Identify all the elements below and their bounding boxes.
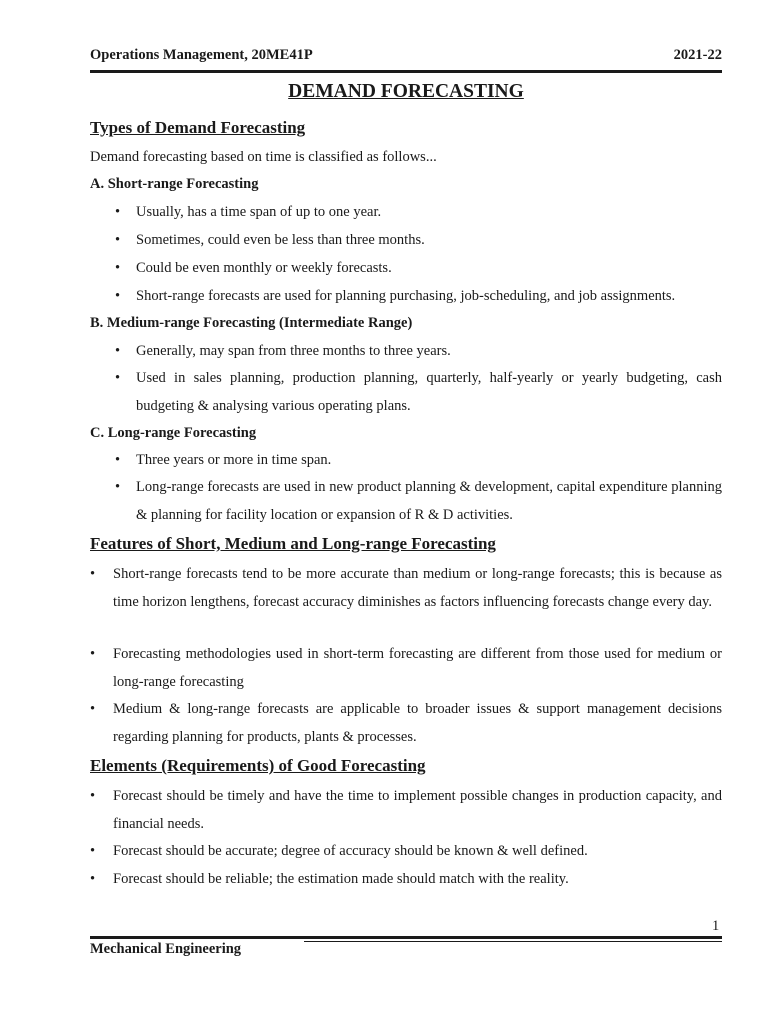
list-item — [90, 561, 722, 616]
bullet-glyph: • — [90, 701, 96, 717]
footer-rule — [90, 936, 722, 939]
list-item-text: Forecast should be reliable; the estimation made should match with the reality. — [113, 871, 569, 887]
bullet-glyph: • — [90, 843, 96, 859]
page-footer: Mechanical Engineering — [90, 941, 242, 957]
list-item — [90, 866, 722, 894]
list-item-text: Short-range forecasts tend to be more accurate than medium or long-range forecasts; this is because as time horizon lengthens, forecast accuracy diminishes as factors influencing forecasts change every day. — [113, 566, 722, 610]
list-item — [90, 783, 722, 838]
list-item-text: Forecast should be timely and have the time to implement possible changes in production capacity, and financial needs. — [113, 788, 722, 832]
bullet-glyph: • — [115, 479, 121, 495]
bullet-glyph: • — [90, 871, 96, 887]
bullet-glyph: • — [115, 343, 121, 359]
list-item-text: Could be even monthly or weekly forecasts. — [136, 260, 392, 276]
list-item — [90, 641, 722, 696]
header-year: 2021-22 — [673, 47, 722, 63]
list-item-text: Three years or more in time span. — [136, 452, 332, 468]
bullet-glyph: • — [115, 232, 121, 248]
section-heading-elements: Elements (Requirements) of Good Forecasting — [90, 756, 426, 775]
list-item-text: Medium & long-range forecasts are applicable to broader issues & support management decisions regarding planning for products, plants & processes. — [113, 701, 722, 745]
list-item — [115, 255, 722, 283]
list-item — [115, 365, 722, 420]
list-item-text: Usually, has a time span of up to one year. — [136, 204, 382, 220]
bullet-glyph: • — [115, 452, 121, 468]
list-item-text: Forecast should be accurate; degree of accuracy should be known & well defined. — [113, 843, 588, 859]
list-item — [115, 474, 722, 529]
list-item — [115, 338, 722, 366]
header-rule — [90, 70, 722, 73]
bullet-glyph: • — [115, 260, 121, 276]
list-item-text: Forecasting methodologies used in short-term forecasting are different from those used for medium or long-range forecasting — [113, 646, 722, 690]
list-item — [115, 283, 722, 311]
bullet-glyph: • — [115, 204, 121, 220]
bullet-glyph: • — [90, 788, 96, 804]
types-intro: Demand forecasting based on time is classified as follows... — [90, 149, 437, 165]
page-title: DEMAND FORECASTING — [288, 81, 524, 102]
page-header — [90, 47, 722, 67]
list-item — [115, 227, 722, 255]
list-item-text: Short-range forecasts are used for planning purchasing, job-scheduling, and job assignments. — [136, 288, 676, 304]
section-heading-features: Features of Short, Medium and Long-range Forecasting — [90, 534, 496, 553]
list-item — [90, 838, 722, 866]
subheading-long-range: C. Long-range Forecasting — [90, 425, 257, 441]
list-item-text: Used in sales planning, production planning, quarterly, half-yearly or yearly budgeting, cash budgeting & analysing various operating plans. — [136, 370, 722, 414]
page-number: 1 — [712, 918, 720, 934]
list-item-text: Sometimes, could even be less than three months. — [136, 232, 425, 248]
bullet-glyph: • — [90, 566, 96, 582]
bullet-glyph: • — [90, 646, 96, 662]
list-item-text: Long-range forecasts are used in new product planning & development, capital expenditure planning & planning for facility location or expansion of R & D activities. — [136, 479, 722, 523]
subheading-medium-range: B. Medium-range Forecasting (Intermediate Range) — [90, 315, 413, 331]
bullet-glyph: • — [115, 370, 121, 386]
section-heading-types: Types of Demand Forecasting — [90, 118, 306, 137]
header-course: Operations Management, 20ME41P — [90, 47, 313, 63]
list-item-text: Generally, may span from three months to three years. — [136, 343, 451, 359]
list-item — [115, 199, 722, 227]
footer-rule-thin — [304, 941, 722, 942]
bullet-glyph: • — [115, 288, 121, 304]
list-item — [115, 447, 722, 475]
subheading-short-range: A. Short-range Forecasting — [90, 176, 259, 192]
list-item — [90, 696, 722, 751]
